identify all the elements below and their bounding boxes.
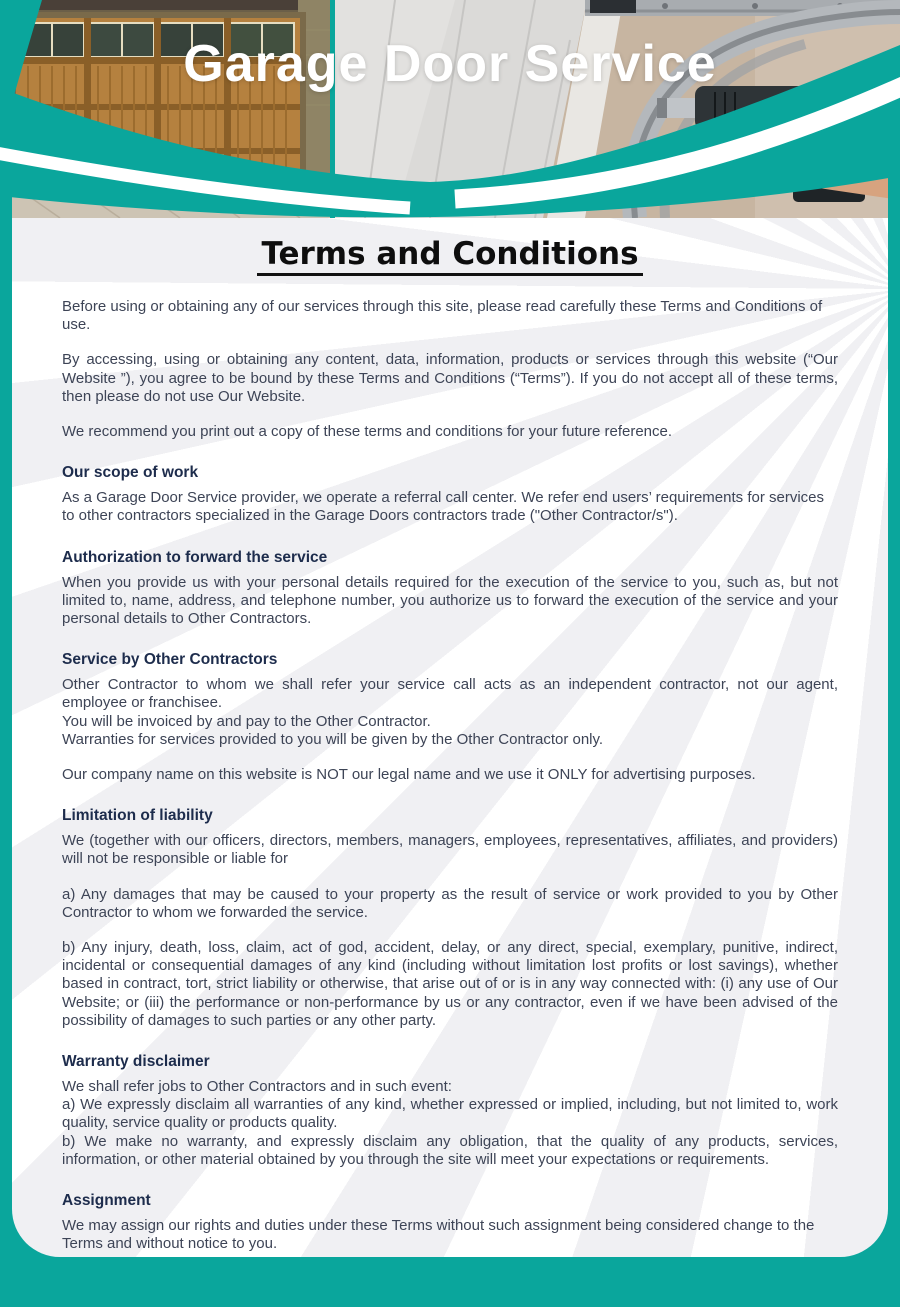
- paragraph: Warranties for services provided to you will be given by the Other Contractor only.: [62, 730, 604, 748]
- paragraph: a) Any damages that may be caused to your property as the result of service or work provided to you by Other Contractor to whom we forwarded the service.: [62, 885, 838, 921]
- paragraph: You will be invoiced by and pay to the Other Contractor.: [62, 712, 431, 730]
- paragraph: As a Garage Door Service provider, we operate a referral call center. We refer end users’ requirements for services to other contractors specialized in the Garage Doors contractors trade ("Other Contractor/s").: [62, 489, 825, 525]
- paragraph: b) Any injury, death, loss, claim, act of god, accident, delay, or any direct, special, exemplary, punitive, indirect, incidental or consequential damages of any kind (including without limitation lost profits or lost savings), whether based in contract, tort, strict liability or otherwise, that arise out of or is in any way connected with: (i) any use of Our Website; or (iii) the performance or non-performance by us or any contractor, even if we have been advised of the possibility of damages to such parties or any other party.: [62, 939, 838, 1029]
- sections: [62, 463, 838, 1253]
- section-heading: Warranty disclaimer: [62, 1053, 210, 1071]
- paragraph: We shall refer jobs to Other Contractors and in such event:: [62, 1078, 452, 1096]
- terms-section: [62, 1052, 838, 1169]
- paragraph: We (together with our officers, directors, members, managers, employees, representatives, affiliates, and providers) will not be responsible or liable for: [62, 832, 838, 868]
- paragraph: We may assign our rights and duties under these Terms without such assignment being considered change to the Terms and without notice to you.: [62, 1217, 815, 1253]
- section-heading: Authorization to forward the service: [62, 548, 328, 566]
- terms-section: [62, 806, 838, 1030]
- section-heading: Assignment: [62, 1192, 151, 1210]
- terms-document: [62, 236, 838, 1254]
- paragraph: By accessing, using or obtaining any content, data, information, products or services through this website (“Our Website ”), you agree to be bound by these Terms and Conditions (“Terms”). If you do not accept all of these terms, then please do not use Our Website.: [62, 351, 838, 405]
- paragraph: b) We make no warranty, and expressly disclaim any obligation, that the quality of any products, services, information, or other material obtained by you through the site will meet your expectations or requirements.: [62, 1132, 838, 1168]
- hero-title: Garage Door Service: [183, 35, 717, 93]
- intro-paragraphs: [62, 298, 838, 441]
- paragraph: Other Contractor to whom we shall refer your service call acts as an independent contractor, not our agent, employee or franchisee.: [62, 676, 838, 712]
- section-heading: Limitation of liability: [62, 807, 213, 825]
- paragraph: We recommend you print out a copy of these terms and conditions for your future reference.: [62, 423, 673, 441]
- paragraph: Our company name on this website is NOT our legal name and we use it ONLY for advertising purposes.: [62, 766, 756, 784]
- swoosh-decoration: [0, 0, 900, 262]
- paragraph: a) We expressly disclaim all warranties of any kind, whether expressed or implied, including, but not limited to, work quality, service quality or products quality.: [62, 1096, 838, 1132]
- section-heading: Service by Other Contractors: [62, 651, 278, 669]
- terms-section: [62, 548, 838, 629]
- paragraph: When you provide us with your personal details required for the execution of the service to you, such as, but not limited to, name, address, and telephone number, you authorize us to forward the execution of the service and your personal details to Other Contractors.: [62, 573, 838, 628]
- terms-section: [62, 650, 838, 784]
- paragraph: Before using or obtaining any of our services through this site, please read carefully these Terms and Conditions of use.: [62, 298, 823, 334]
- page-title: Terms and Conditions: [62, 236, 838, 272]
- terms-section: [62, 463, 838, 525]
- section-heading: Our scope of work: [62, 464, 199, 482]
- terms-section: [62, 1191, 838, 1253]
